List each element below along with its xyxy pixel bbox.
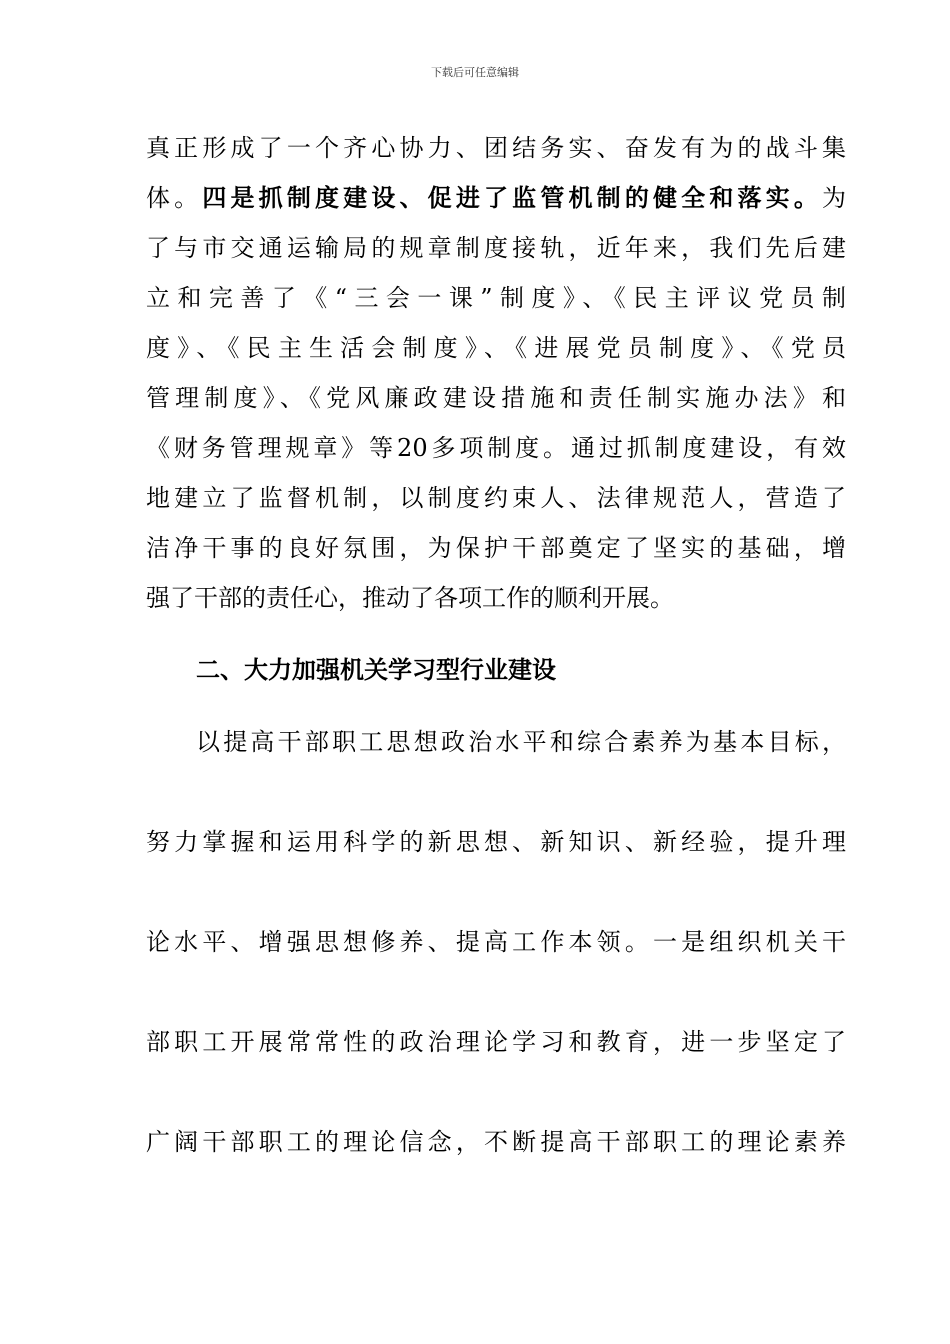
paragraph-line: 管理制度》、《党风廉政建设措施和责任制实施办法》和 [146,384,846,412]
paragraph-line: 度》、《民主生活会制度》、《进展党员制度》、《党员 [146,334,846,362]
paragraph-line: 论水平、增强思想修养、提高工作本领。一是组织机关干 [146,928,846,956]
paragraph-line: 地建立了监督机制，以制度约束人、法律规范人，营造了 [146,484,846,512]
paragraph-line: 广阔干部职工的理论信念，不断提高干部职工的理论素养 [146,1128,846,1156]
paragraph-line: 以提高干部职工思想政治水平和综合素养为基本目标， [196,728,846,756]
paragraph-line: 努力掌握和运用科学的新思想、新知识、新经验，提升理 [146,828,846,856]
page-header: 下载后可任意编辑 [431,66,519,79]
bold-text-run: 四是抓制度建设、促进了监管机制的健全和落实。 [202,184,823,212]
paragraph-line [146,183,846,213]
paragraph-line: 真正形成了一个齐心协力、团结务实、奋发有为的战斗集 [146,134,846,162]
paragraph-line: 部职工开展常常性的政治理论学习和教育，进一步坚定了 [146,1028,846,1056]
text-run: 体。 [146,184,203,212]
text-run: 为 [822,184,847,212]
paragraph-line: 《财务管理规章》等20多项制度。通过抓制度建设，有效 [146,434,846,462]
paragraph-line: 立和完善了《“三会一课”制度》、《民主评议党员制 [146,284,846,312]
paragraph-line: 强了干部的责任心，推动了各项工作的顺利开展。 [146,584,674,612]
paragraph-line: 洁净干事的良好氛围，为保护干部奠定了坚实的基础，增 [146,534,846,562]
paragraph-line: 了与市交通运输局的规章制度接轨，近年来，我们先后建 [146,234,846,262]
section-heading: 二、大力加强机关学习型行业建设 [196,656,556,684]
